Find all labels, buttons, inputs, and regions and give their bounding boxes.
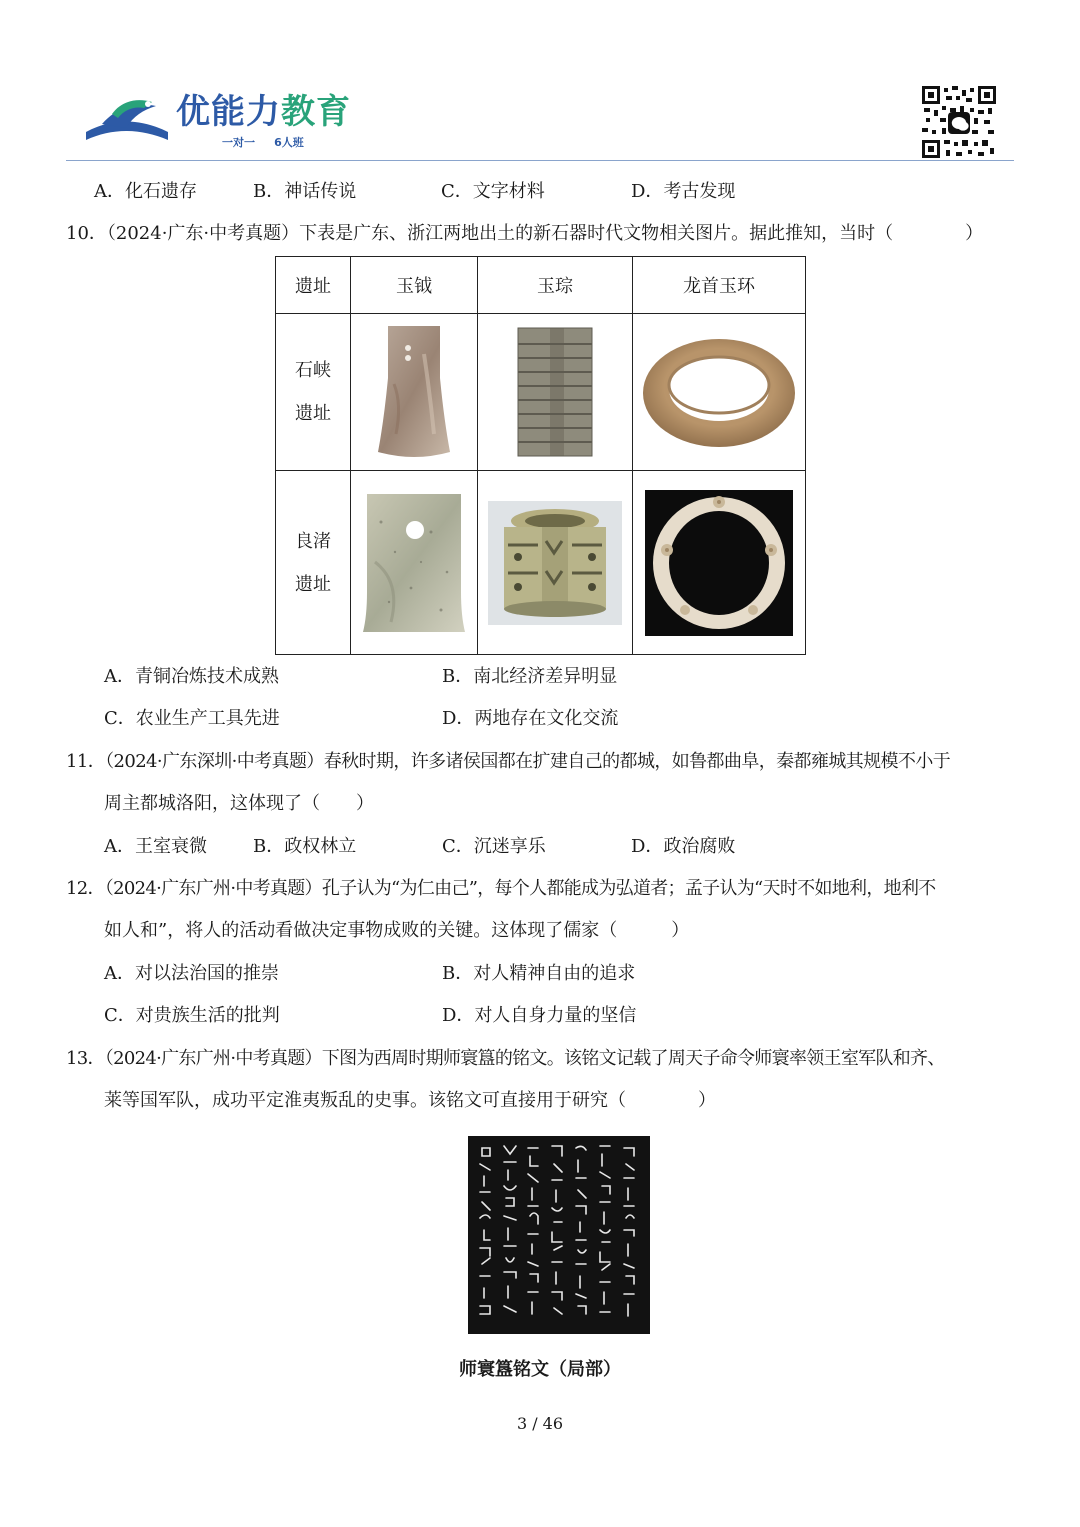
option-letter: D． (442, 708, 475, 729)
table-header-cell: 遗址 (276, 257, 351, 314)
site-name: 遗址 (295, 403, 331, 424)
liangzhu-dragon-ring-image (633, 471, 806, 655)
option-text: 对贵族生活的批判 (135, 1005, 280, 1026)
bronze-inscription-rubbing-image (468, 1136, 650, 1334)
brand-tagline: 一对一 6人班 (222, 136, 304, 149)
table-row (276, 314, 806, 471)
q10-option-a[interactable] (104, 665, 279, 689)
option-letter: B． (442, 963, 474, 984)
q10-option-b[interactable] (442, 665, 617, 689)
option-letter: A． (94, 181, 125, 202)
brand-name (176, 92, 351, 132)
table-header-row (276, 257, 806, 314)
option-text: 对以法治国的推崇 (135, 963, 279, 984)
q9-option-d[interactable] (631, 180, 735, 204)
artifact-table (275, 256, 806, 655)
q9-option-a[interactable] (94, 180, 197, 204)
page-number: 3 / 46 (516, 1414, 564, 1433)
option-text: 对人自身力量的坚信 (474, 1005, 637, 1026)
option-letter: D． (442, 1005, 475, 1026)
option-text: 农业生产工具先进 (135, 708, 280, 729)
q11-option-b[interactable] (253, 835, 356, 859)
site-name: 良渚 (295, 530, 331, 552)
q10-option-d[interactable] (442, 707, 618, 731)
option-letter: C． (104, 708, 136, 729)
brand-name-edu: 教育 (281, 92, 351, 132)
q12-option-a[interactable] (104, 962, 279, 986)
q12-option-d[interactable] (442, 1004, 636, 1028)
q11-stem-line2: 周主都城洛阳，这体现了（ ） (104, 793, 374, 814)
liangzhu-jade-cong-image (478, 471, 633, 655)
header-divider (66, 160, 1014, 161)
shixia-dragon-ring-image (633, 314, 806, 471)
q11-option-d[interactable] (631, 835, 735, 859)
option-letter: D． (631, 181, 664, 202)
shixia-jade-cong-image (478, 314, 633, 471)
qr-code-icon (922, 86, 996, 158)
option-letter: D． (631, 836, 664, 857)
q13-stem-line1: 13．（2024·广东广州·中考真题）下图为西周时期师寰簋的铭文。该铭文记载了周天子命令师寰率领王室军队和齐、 (66, 1048, 945, 1069)
option-text: 神话传说 (284, 181, 357, 202)
q9-option-b[interactable] (253, 180, 356, 204)
q11-option-c[interactable] (442, 835, 546, 859)
q12-stem-line2: 如人和”，将人的活动看做决定事物成败的关键。这体现了儒家（ ） (104, 920, 690, 941)
brand-name-main: 优能力 (176, 92, 281, 132)
option-text: 文字材料 (472, 181, 545, 202)
q12-stem-line1: 12．（2024·广东广州·中考真题）孔子认为“为仁由己”，每个人都能成为弘道者；孟子认为“天时不如地利，地利不 (66, 878, 936, 899)
shixia-jade-axe-image (351, 314, 478, 471)
q11-option-a[interactable] (104, 835, 207, 859)
site-cell (276, 314, 351, 471)
site-name: 遗址 (295, 573, 331, 595)
table-header-cell: 玉钺 (351, 257, 478, 314)
site-name: 石峡 (295, 360, 331, 381)
option-letter: A． (104, 836, 135, 857)
option-text: 对人精神自由的追求 (473, 963, 636, 984)
table-header-cell: 玉琮 (478, 257, 633, 314)
option-letter: B． (253, 836, 285, 857)
option-text: 青铜冶炼技术成熟 (135, 666, 279, 687)
q12-option-c[interactable] (104, 1004, 280, 1028)
option-text: 南北经济差异明显 (473, 666, 618, 687)
option-letter: B． (442, 666, 474, 687)
table-header-cell: 龙首玉环 (633, 257, 806, 314)
option-letter: A． (104, 666, 135, 687)
q13-stem-line2: 莱等国军队，成功平定淮夷叛乱的史事。该铭文可直接用于研究（ ） (104, 1090, 716, 1111)
option-text: 沉迷享乐 (473, 836, 546, 857)
option-text: 王室衰微 (135, 836, 207, 857)
option-letter: C． (104, 1005, 136, 1026)
q11-stem-line1: 11．（2024·广东深圳·中考真题）春秋时期，许多诸侯国都在扩建自己的都城，如鲁都曲阜，秦都雍城其规模不小于 (66, 751, 951, 772)
liangzhu-jade-axe-image (351, 471, 478, 655)
q9-option-c[interactable] (441, 180, 545, 204)
q10-stem: 10．（2024·广东·中考真题）下表是广东、浙江两地出土的新石器时代文物相关图片。据此推知，当时（ ） (66, 223, 984, 244)
option-text: 政治腐败 (663, 836, 736, 857)
option-text: 政权林立 (284, 836, 357, 857)
inscription-caption: 师寰簋铭文（局部） (459, 1359, 621, 1380)
option-text: 化石遗存 (125, 181, 197, 202)
table-row (276, 471, 806, 655)
option-letter: C． (441, 181, 473, 202)
option-text: 两地存在文化交流 (474, 708, 619, 729)
option-text: 考古发现 (663, 181, 736, 202)
option-letter: B． (253, 181, 285, 202)
option-letter: C． (442, 836, 474, 857)
option-letter: A． (104, 963, 135, 984)
q10-option-c[interactable] (104, 707, 280, 731)
site-cell (276, 471, 351, 655)
q12-option-b[interactable] (442, 962, 635, 986)
